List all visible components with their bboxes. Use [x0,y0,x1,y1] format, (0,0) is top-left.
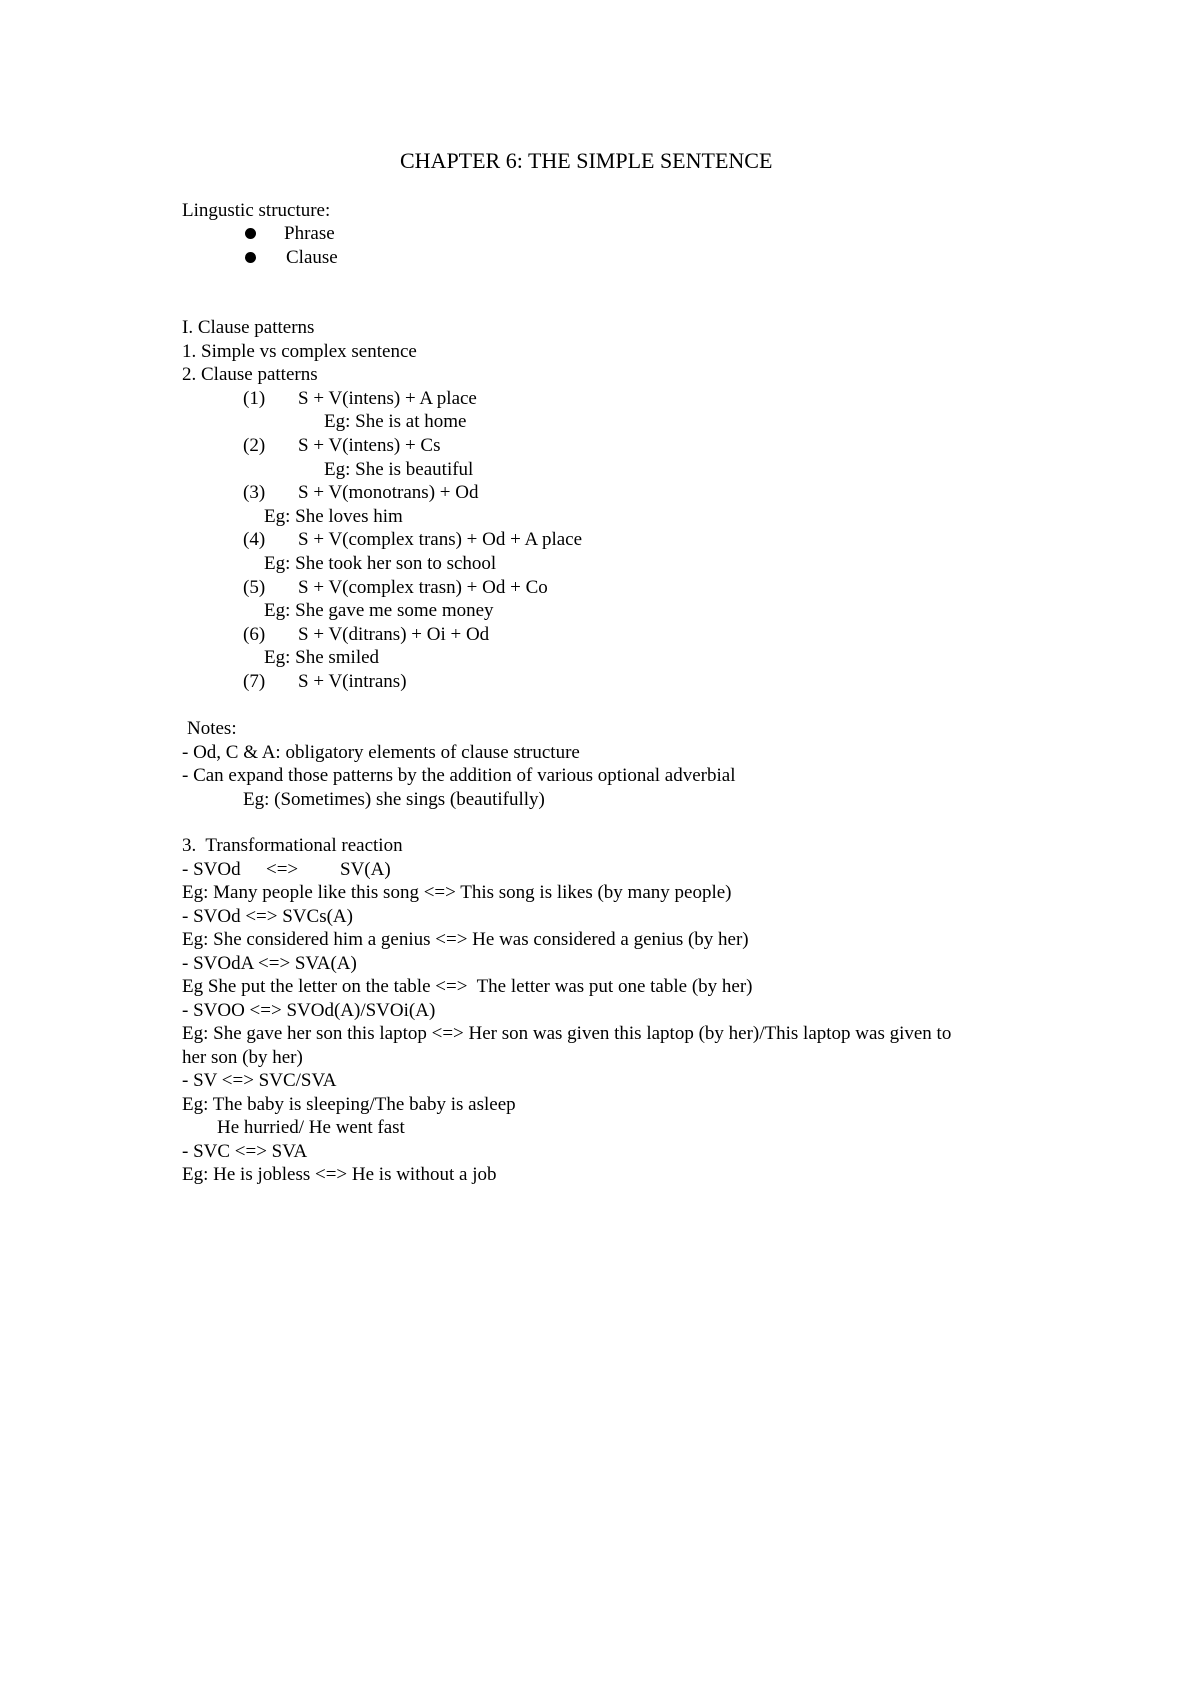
bullet-item: Clause [286,247,338,268]
pattern-number: (3) [243,482,266,503]
pattern-example: Eg: She took her son to school [264,553,497,574]
transform-arrow: <=> [266,859,299,880]
bullet-icon [245,228,256,239]
transform-line: - SVOd <=> SVCs(A) [182,906,353,927]
transform-line: - SVOdA <=> SVA(A) [182,953,357,974]
transform-right: SV(A) [340,859,391,880]
pattern-formula: S + V(intrans) [298,671,407,692]
transform-line: Eg: She considered him a genius <=> He was considered a genius (by her) [182,929,749,950]
section3-heading: 3. Transformational reaction [182,835,403,856]
transform-line: - SVC <=> SVA [182,1141,308,1162]
transform-line: Eg: The baby is sleeping/The baby is asleep [182,1094,516,1115]
pattern-number: (4) [243,529,266,550]
transform-line: her son (by her) [182,1047,303,1068]
pattern-number: (5) [243,577,266,598]
notes-example: Eg: (Sometimes) she sings (beautifully) [243,789,545,810]
transform-line: Eg: Many people like this song <=> This song is likes (by many people) [182,882,732,903]
pattern-example: Eg: She is at home [324,411,467,432]
transform-line: - SV <=> SVC/SVA [182,1070,337,1091]
page-title: CHAPTER 6: THE SIMPLE SENTENCE [400,148,773,173]
pattern-example: Eg: She loves him [264,506,403,527]
intro-heading: Lingustic structure: [182,200,331,221]
pattern-formula: S + V(monotrans) + Od [298,482,479,503]
pattern-formula: S + V(complex trasn) + Od + Co [298,577,548,598]
pattern-formula: S + V(complex trans) + Od + A place [298,529,583,550]
transform-line: - SVOO <=> SVOd(A)/SVOi(A) [182,1000,436,1021]
pattern-number: (7) [243,671,266,692]
pattern-formula: S + V(ditrans) + Oi + Od [298,624,490,645]
bullet-icon [245,252,256,263]
bullet-item: Phrase [284,223,335,244]
notes-line: - Can expand those patterns by the addition of various optional adverbial [182,765,736,786]
pattern-example: Eg: She is beautiful [324,459,474,480]
transform-line: He hurried/ He went fast [217,1117,405,1138]
section1-item: 1. Simple vs complex sentence [182,341,417,362]
pattern-formula: S + V(intens) + Cs [298,435,441,456]
notes-heading: Notes: [187,718,237,739]
section1-heading: I. Clause patterns [182,317,315,338]
pattern-example: Eg: She gave me some money [264,600,494,621]
pattern-number: (6) [243,624,266,645]
transform-line: Eg: She gave her son this laptop <=> Her son was given this laptop (by her)/This laptop was given to [182,1023,952,1044]
pattern-formula: S + V(intens) + A place [298,388,477,409]
transform-line: Eg She put the letter on the table <=> The letter was put one table (by her) [182,976,753,997]
transform-line: Eg: He is jobless <=> He is without a job [182,1164,497,1185]
section1-item: 2. Clause patterns [182,364,318,385]
pattern-example: Eg: She smiled [264,647,380,668]
pattern-number: (1) [243,388,266,409]
pattern-number: (2) [243,435,266,456]
transform-left: - SVOd [182,859,241,880]
notes-line: - Od, C & A: obligatory elements of clause structure [182,742,580,763]
